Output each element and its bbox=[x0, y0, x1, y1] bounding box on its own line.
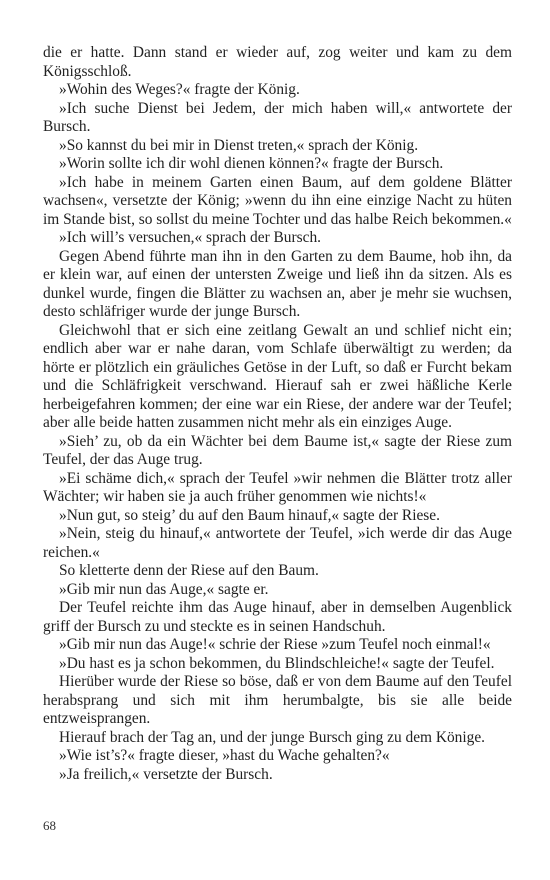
paragraph: »Ei schäme dich,« sprach der Teufel »wir nehmen die Blätter trotz aller Wächter; wir haben sie ja auch früher genommen wie nichts!« bbox=[43, 469, 512, 505]
paragraph: »Worin sollte ich dir wohl dienen können?« fragte der Bursch. bbox=[59, 155, 444, 172]
paragraph: »Gib mir nun das Auge,« sagte er. bbox=[59, 580, 269, 598]
paragraph: Gegen Abend führte man ihn in den Garten zu dem Baume, hob ihn, da er klein war, auf einen der untersten Zweige und ließ ihn da sitzen. Als es dunkel wurde, fingen die Blätter zu wachsen an, aber je mehr sie wuchsen, desto schläfriger wurde der junge Bursch. bbox=[43, 247, 512, 320]
paragraph: »Wie ist’s?« fragte dieser, »hast du Wache gehalten?« bbox=[59, 747, 390, 764]
body-text bbox=[43, 44, 512, 784]
paragraph: »Sieh’ zu, ob da ein Wächter bei dem Baume ist,« sagte der Riese zum Teufel, der das Auge trug. bbox=[43, 432, 512, 468]
paragraph: Gleichwohl that er sich eine zeitlang Gewalt an und schlief nicht ein; endlich aber war er nahe daran, vom Schlafe überwältigt zu werden; da hörte er plötzlich ein gräuliches Getöse in der Luft, so daß er Furcht bekam und die Schläfrigkeit verschwand. Hierauf sah er zwei häßliche Kerle herbeigefahren kommen; der eine war ein Riese, der andere war der Teufel; aber alle beide hatten zusammen nicht mehr als ein einziges Auge. bbox=[43, 321, 512, 431]
paragraph: Der Teufel reichte ihm das Auge hinauf, aber in demselben Augenblick griff der Bursch zu und steckte es in seinen Handschuh. bbox=[43, 599, 512, 635]
paragraph: So kletterte denn der Riese auf den Baum. bbox=[59, 562, 319, 579]
paragraph: »Wohin des Weges?« fragte der König. bbox=[59, 81, 300, 98]
paragraph: »Ich suche Dienst bei Jedem, der mich haben will,« antwortete der Bursch. bbox=[43, 99, 512, 135]
paragraph: die er hatte. Dann stand er wieder auf, zog weiter und kam zu dem Königsschloß. bbox=[43, 44, 512, 80]
paragraph: »So kannst du bei mir in Dienst treten,« sprach der König. bbox=[59, 136, 419, 154]
paragraph: »Nun gut, so steig’ du auf den Baum hinauf,« sagte der Riese. bbox=[59, 506, 440, 524]
paragraph: »Gib mir nun das Auge!« schrie der Riese »zum Teufel noch einmal!« bbox=[59, 636, 491, 653]
paragraph: »Ich habe in meinem Garten einen Baum, auf dem goldene Blätter wachsen«, versetzte der König; »wenn du ihn eine einzige Nacht zu hüten im Stande bist, so sollst du meine Tochter und das halbe Reich bekommen.« bbox=[43, 173, 512, 228]
paragraph: Hierüber wurde der Riese so böse, daß er von dem Baume auf den Teufel herabsprang und sich mit ihm herumbalgte, bis sie alle beide entzweisprangen. bbox=[43, 673, 512, 727]
paragraph: »Nein, steig du hinauf,« antwortete der Teufel, »ich werde dir das Auge reichen.« bbox=[43, 525, 512, 561]
paragraph: »Ich will’s versuchen,« sprach der Bursch. bbox=[59, 229, 321, 246]
page-number: 68 bbox=[43, 818, 56, 833]
paragraph: »Du hast es ja schon bekommen, du Blindschleiche!« sagte der Teufel. bbox=[59, 654, 495, 672]
paragraph: Hierauf brach der Tag an, und der junge Bursch ging zu dem Könige. bbox=[59, 728, 486, 746]
paragraph: »Ja freilich,« versetzte der Bursch. bbox=[59, 765, 273, 783]
